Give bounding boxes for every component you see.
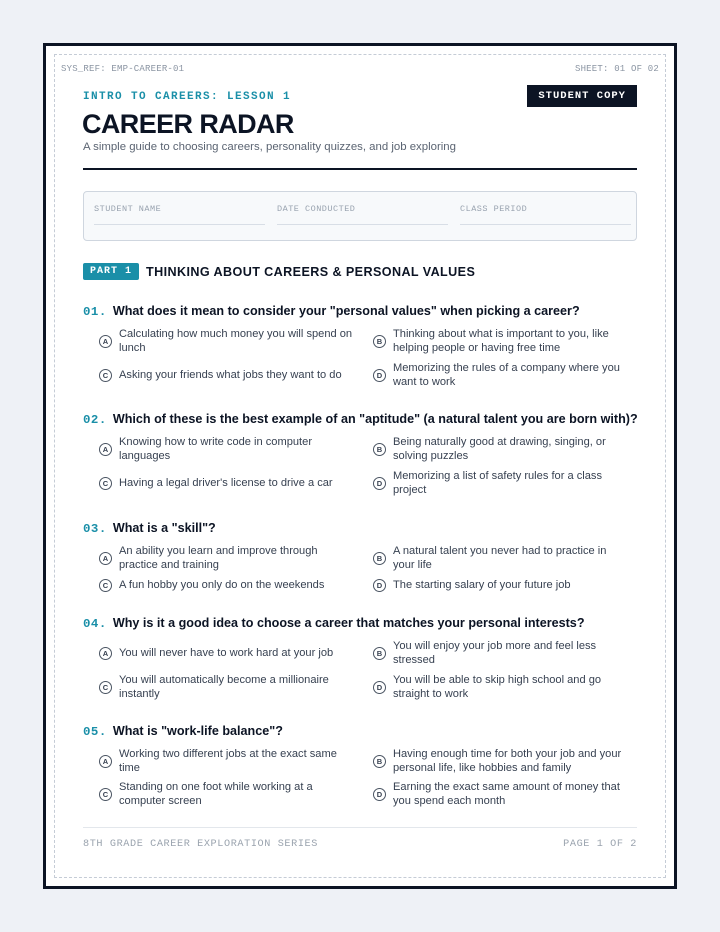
option-text: Thinking about what is important to you, like helping people or having free time [393,328,609,354]
option-d[interactable] [373,779,627,809]
question-number: 05. [83,725,107,739]
page-subtitle: A simple guide to choosing careers, personality quizzes, and job exploring [83,141,456,153]
option-letter: D [373,788,386,801]
option-text: An ability you learn and improve through practice and training [119,545,318,571]
option-text: Asking your friends what jobs they want to do [119,369,342,381]
option-text: Memorizing the rules of a company where you want to work [393,362,620,388]
student-name-field[interactable] [94,204,265,225]
system-ref: SYS_REF: EMP-CAREER-01 [61,64,185,74]
footer-page-number: PAGE 1 OF 2 [563,839,637,850]
option-b[interactable] [373,434,627,464]
worksheet-inner-frame [54,54,666,878]
option-c[interactable] [99,468,353,498]
option-letter: B [373,552,386,565]
header-divider [83,168,637,170]
question-text: What is "work-life balance"? [112,724,283,738]
option-letter: C [99,579,112,592]
option-letter: A [99,755,112,768]
option-letter: A [99,335,112,348]
option-c[interactable] [99,672,353,702]
option-c[interactable] [99,570,353,600]
option-text: A natural talent you never had to practice in your life [393,545,607,571]
option-text: Memorizing a list of safety rules for a class project [393,470,603,496]
part-badge: PART 1 [83,263,139,280]
option-letter: A [99,647,112,660]
question-1 [83,304,637,396]
class-period-label: CLASS PERIOD [460,204,528,214]
option-text: A fun hobby you only do on the weekends [119,579,325,591]
question-4 [83,616,637,708]
part-heading [83,263,475,280]
question-number: 04. [83,617,107,631]
option-b[interactable] [373,746,627,776]
option-text: Knowing how to write code in computer languages [119,436,313,462]
option-d[interactable] [373,570,627,600]
option-letter: D [373,477,386,490]
option-d[interactable] [373,360,627,390]
option-letter: D [373,681,386,694]
option-d[interactable] [373,468,627,498]
option-letter: B [373,647,386,660]
option-text: You will enjoy your job more and feel less stressed [393,640,597,666]
option-c[interactable] [99,360,353,390]
lesson-kicker: INTRO TO CAREERS: LESSON 1 [83,91,292,103]
question-text: Which of these is the best example of an "aptitude" (a natural talent you are born with)? [112,412,638,426]
option-a[interactable] [99,638,353,668]
option-text: Calculating how much money you will spend on lunch [119,328,353,354]
question-2 [83,412,637,504]
question-5 [83,724,637,816]
option-letter: B [373,335,386,348]
question-text: What is a "skill"? [112,521,216,535]
option-text: You will be able to skip high school and go straight to work [393,674,602,700]
option-letter: D [373,369,386,382]
question-number: 02. [83,413,107,427]
student-name-line [94,224,265,225]
option-text: Working two different jobs at the exact same time [119,748,337,774]
option-letter: D [373,579,386,592]
option-text: The starting salary of your future job [393,579,571,591]
option-text: Standing on one foot while working at a computer screen [119,781,313,807]
option-c[interactable] [99,779,353,809]
option-letter: C [99,681,112,694]
option-b[interactable] [373,326,627,356]
option-letter: C [99,477,112,490]
date-conducted-field[interactable] [277,204,448,225]
option-text: Having enough time for both your job and your personal life, like hobbies and family [393,748,622,774]
option-letter: B [373,443,386,456]
worksheet-sheet [43,43,677,889]
student-copy-badge: STUDENT COPY [527,85,637,107]
date-conducted-line [277,224,448,225]
option-letter: A [99,443,112,456]
option-text: Earning the exact same amount of money that you spend each month [393,781,620,807]
option-text: You will never have to work hard at your job [119,647,334,659]
class-period-field[interactable] [460,204,631,225]
option-letter: C [99,369,112,382]
option-d[interactable] [373,672,627,702]
student-name-label: STUDENT NAME [94,204,162,214]
option-text: Being naturally good at drawing, singing, or solving puzzles [393,436,606,462]
sheet-number: SHEET: 01 OF 02 [574,64,659,74]
option-a[interactable] [99,746,353,776]
option-a[interactable] [99,326,353,356]
page-title: CAREER RADAR [82,109,294,139]
option-letter: B [373,755,386,768]
class-period-line [460,224,631,225]
option-text: Having a legal driver's license to drive a car [119,477,333,489]
option-a[interactable] [99,434,353,464]
footer-series: 8TH GRADE CAREER EXPLORATION SERIES [83,839,318,850]
part-title: THINKING ABOUT CAREERS & PERSONAL VALUES [146,264,476,279]
option-letter: A [99,552,112,565]
question-number: 03. [83,522,107,536]
student-info-box [83,191,637,241]
question-number: 01. [83,305,107,319]
question-3 [83,521,637,613]
question-text: Why is it a good idea to choose a career that matches your personal interests? [112,616,585,630]
option-b[interactable] [373,638,627,668]
footer-divider [83,827,637,828]
option-a[interactable] [99,543,353,573]
option-letter: C [99,788,112,801]
question-text: What does it mean to consider your "personal values" when picking a career? [112,304,580,318]
option-text: You will automatically become a millionaire instantly [119,674,329,700]
option-b[interactable] [373,543,627,573]
date-conducted-label: DATE CONDUCTED [277,204,356,214]
